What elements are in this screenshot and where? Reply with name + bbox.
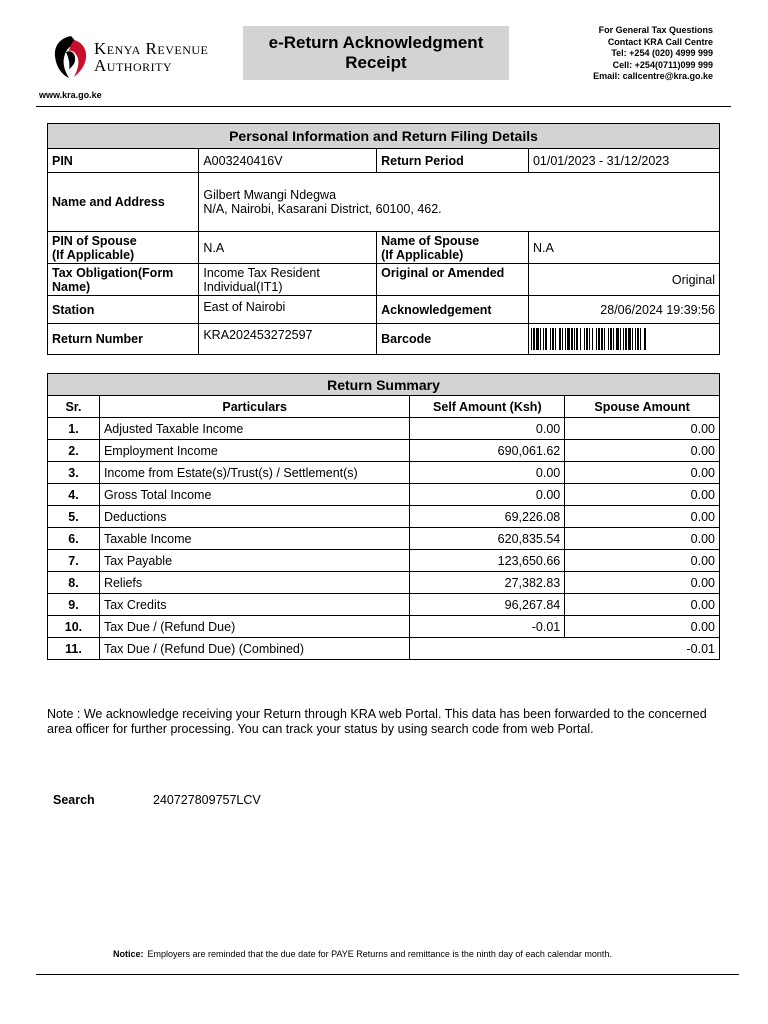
tax-obligation-value-line1: Income Tax Resident	[203, 266, 320, 280]
table-row	[48, 418, 720, 440]
contact-email: Email: callcentre@kra.go.ke	[593, 71, 713, 81]
row-self-amount: 620,835.54	[410, 528, 565, 550]
name-spouse-label	[377, 232, 529, 264]
notice-label: Notice:	[113, 949, 144, 959]
row-particular: Deductions	[99, 506, 410, 528]
row-sr: 7.	[48, 550, 100, 572]
table-row	[48, 506, 720, 528]
personal-info-table	[47, 123, 720, 355]
row-sr: 10.	[48, 616, 100, 638]
row-spouse-amount: 0.00	[565, 550, 720, 572]
original-amended-label: Original or Amended	[377, 264, 529, 296]
name-address-label: Name and Address	[48, 173, 199, 232]
acknowledgement-value: 28/06/2024 19:39:56	[528, 296, 719, 324]
table-row	[48, 528, 720, 550]
taxpayer-address: N/A, Nairobi, Kasarani District, 60100, 462.	[203, 202, 442, 216]
row-spouse-amount: 0.00	[565, 594, 720, 616]
row-sr: 1.	[48, 418, 100, 440]
row-particular: Tax Credits	[99, 594, 410, 616]
table-row-combined	[48, 638, 720, 660]
row-spouse-amount: 0.00	[565, 572, 720, 594]
summary-section-title: Return Summary	[48, 374, 720, 396]
return-summary-table	[47, 373, 720, 660]
acknowledgement-note: Note : We acknowledge receiving your Return through KRA web Portal. This data has been forwarded to the concerned area officer for further processing. You can track your status by using search code from web Portal.	[47, 707, 707, 736]
barcode-cell	[528, 324, 719, 355]
row-self-amount: 690,061.62	[410, 440, 565, 462]
row-particular: Tax Due / (Refund Due)	[99, 616, 410, 638]
name-spouse-value: N.A	[528, 232, 719, 264]
lion-emblem-icon	[52, 34, 90, 80]
kra-logo	[52, 34, 237, 80]
row-self-amount: 96,267.84	[410, 594, 565, 616]
search-code-label: Search	[53, 793, 95, 807]
logo-text-line2: Authority	[94, 56, 173, 75]
tax-obligation-label-line2: Name)	[52, 280, 91, 294]
return-period-label: Return Period	[377, 149, 529, 173]
personal-section-title: Personal Information and Return Filing Details	[48, 124, 720, 149]
pin-label: PIN	[48, 149, 199, 173]
table-row	[48, 550, 720, 572]
row-sr: 11.	[48, 638, 100, 660]
contact-phone: Tel: +254 (020) 4999 999	[611, 48, 713, 58]
name-spouse-label-line2: (If Applicable)	[381, 247, 464, 262]
row-particular: Taxable Income	[99, 528, 410, 550]
barcode-label: Barcode	[377, 324, 529, 355]
footer-notice	[113, 949, 612, 959]
row-spouse-amount: 0.00	[565, 462, 720, 484]
station-label: Station	[48, 296, 199, 324]
row-self-amount: 123,650.66	[410, 550, 565, 572]
contact-line: Contact KRA Call Centre	[607, 36, 713, 47]
row-particular: Reliefs	[99, 572, 410, 594]
pin-spouse-label-line1: PIN of Spouse	[52, 233, 137, 248]
row-spouse-amount: 0.00	[565, 440, 720, 462]
tax-obligation-value-line2: Individual(IT1)	[203, 280, 283, 294]
row-particular: Employment Income	[99, 440, 410, 462]
notice-text: Employers are reminded that the due date for PAYE Returns and remittance is the ninth day of each calendar month.	[147, 949, 612, 959]
row-sr: 8.	[48, 572, 100, 594]
row-sr: 6.	[48, 528, 100, 550]
footer-divider	[36, 974, 739, 975]
col-self-header: Self Amount (Ksh)	[410, 396, 565, 418]
search-code-value: 240727809757LCV	[153, 793, 261, 807]
row-combined-amount: -0.01	[410, 638, 720, 660]
contact-info	[493, 25, 713, 83]
website-link[interactable]: www.kra.go.ke	[39, 90, 102, 100]
tax-obligation-label	[48, 264, 199, 296]
original-amended-value: Original	[528, 264, 719, 296]
row-self-amount: 27,382.83	[410, 572, 565, 594]
row-particular: Income from Estate(s)/Trust(s) / Settlement(s)	[99, 462, 410, 484]
table-row	[48, 594, 720, 616]
pin-spouse-label-line2: (If Applicable)	[52, 247, 135, 262]
row-sr: 4.	[48, 484, 100, 506]
tax-obligation-value	[199, 264, 377, 296]
return-number-label: Return Number	[48, 324, 199, 355]
station-value: East of Nairobi	[199, 296, 377, 324]
row-self-amount: 0.00	[410, 462, 565, 484]
row-particular: Tax Payable	[99, 550, 410, 572]
row-spouse-amount: 0.00	[565, 506, 720, 528]
contact-line: For General Tax Questions	[598, 25, 713, 35]
row-sr: 5.	[48, 506, 100, 528]
col-spouse-header: Spouse Amount	[565, 396, 720, 418]
return-period-value: 01/01/2023 - 31/12/2023	[528, 149, 719, 173]
row-self-amount: 0.00	[410, 484, 565, 506]
logo-text-line1: Kenya Revenue	[94, 39, 209, 58]
row-spouse-amount: 0.00	[565, 616, 720, 638]
barcode-image	[529, 326, 719, 352]
tax-obligation-label-line1: Tax Obligation(Form	[52, 266, 174, 280]
contact-cell: Cell: +254(0711)099 999	[612, 59, 713, 70]
pin-spouse-label	[48, 232, 199, 264]
row-spouse-amount: 0.00	[565, 418, 720, 440]
title-line2: Receipt	[345, 53, 407, 72]
col-sr-header: Sr.	[48, 396, 100, 418]
row-self-amount: -0.01	[410, 616, 565, 638]
table-row	[48, 616, 720, 638]
receipt-title	[243, 26, 509, 80]
acknowledgement-label: Acknowledgement	[377, 296, 529, 324]
table-row	[48, 440, 720, 462]
row-particular: Gross Total Income	[99, 484, 410, 506]
header-divider	[36, 106, 731, 107]
row-sr: 9.	[48, 594, 100, 616]
pin-spouse-value: N.A	[199, 232, 377, 264]
taxpayer-name: Gilbert Mwangi Ndegwa	[203, 188, 337, 202]
row-sr: 3.	[48, 462, 100, 484]
title-line1: e-Return Acknowledgment	[268, 33, 484, 52]
name-spouse-label-line1: Name of Spouse	[381, 233, 480, 248]
row-particular: Adjusted Taxable Income	[99, 418, 410, 440]
row-spouse-amount: 0.00	[565, 528, 720, 550]
row-spouse-amount: 0.00	[565, 484, 720, 506]
table-row	[48, 484, 720, 506]
row-self-amount: 69,226.08	[410, 506, 565, 528]
row-sr: 2.	[48, 440, 100, 462]
return-number-value: KRA202453272597	[199, 324, 377, 355]
row-self-amount: 0.00	[410, 418, 565, 440]
pin-value: A003240416V	[199, 149, 377, 173]
table-row	[48, 572, 720, 594]
row-particular: Tax Due / (Refund Due) (Combined)	[99, 638, 410, 660]
table-row	[48, 462, 720, 484]
name-address-value	[199, 173, 720, 232]
col-particulars-header: Particulars	[99, 396, 410, 418]
